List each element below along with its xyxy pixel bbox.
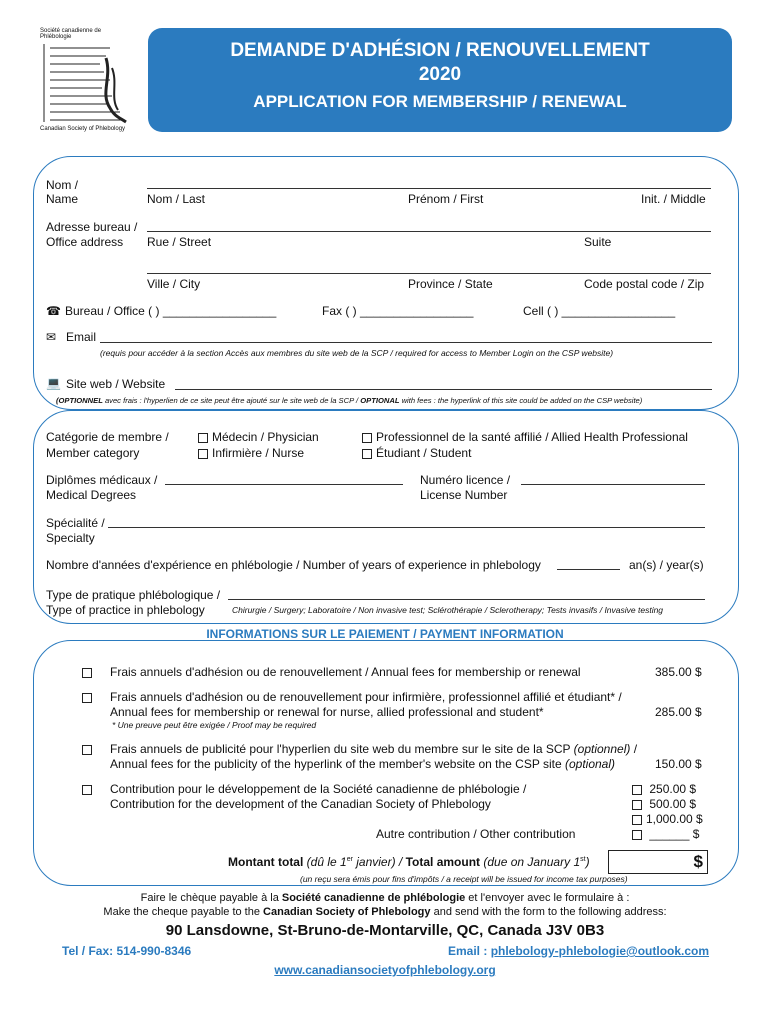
checkbox[interactable]	[362, 449, 372, 459]
other-contribution-label: Autre contribution / Other contribution	[376, 827, 576, 841]
cheque-en	[0, 906, 770, 918]
years-label: Nombre d'années d'expérience en phlébologie / Number of years of experience in phlebology	[46, 558, 541, 572]
option-allied[interactable]	[362, 430, 688, 444]
contrib-250-label: 250.00 $	[649, 782, 697, 796]
total-amount-field[interactable]	[608, 850, 708, 874]
fee2-label-en: Annual fees for membership or renewal for nurse, allied professional and student*	[110, 705, 544, 719]
option-student-label: Étudiant / Student	[376, 446, 472, 460]
form-header	[148, 28, 732, 132]
name-label-en: Name	[46, 192, 79, 206]
option-student[interactable]	[362, 446, 471, 460]
checkbox[interactable]	[362, 433, 372, 443]
header-title: DEMANDE D'ADHÉSION / RENOUVELLEMENT	[230, 40, 650, 61]
total-en-bold: Total amount	[405, 855, 481, 869]
email-icon: ✉	[46, 330, 57, 344]
email-note: (requis pour accéder à la section Accès aux membres du site web de la SCP / required for access to Member Login on the CSP website)	[100, 348, 614, 358]
contrib-500-label: 500.00 $	[649, 797, 697, 811]
tel-fax: Tel / Fax: 514-990-8346	[62, 944, 192, 958]
last-name-label: Nom / Last	[147, 192, 206, 206]
contrib-option-other[interactable]	[632, 827, 699, 841]
fax-field[interactable]: Fax ( ) _________________	[322, 304, 474, 318]
category-label-fr: Catégorie de membre /	[46, 430, 169, 444]
option-physician-label: Médecin / Physician	[212, 430, 319, 444]
total-dollar-sign: $	[693, 852, 703, 871]
office-phone-field[interactable]: Bureau / Office ( ) _________________	[65, 304, 277, 318]
cheque-fr	[0, 892, 770, 904]
fee3-optional: (optional)	[564, 757, 616, 771]
address-label-fr: Adresse bureau /	[46, 220, 138, 234]
years-field[interactable]	[557, 569, 620, 570]
website-field[interactable]	[175, 389, 712, 390]
header-year: 2020	[418, 64, 462, 85]
specialty-label-en: Specialty	[46, 531, 95, 545]
website-note-optionnel: (OPTIONNEL	[56, 396, 103, 405]
cell-field[interactable]: Cell ( ) _________________	[523, 304, 676, 318]
contrib-label-fr: Contribution pour le développement de la Société canadienne de phlébologie /	[110, 782, 527, 796]
street-field[interactable]	[147, 231, 711, 232]
practice-field[interactable]	[228, 599, 705, 600]
website-note-optional: OPTIONAL	[360, 396, 400, 405]
total-fr-2: janvier) /	[352, 855, 406, 869]
cheque-fr-1: Faire le chèque payable à la	[140, 892, 282, 904]
city-label: Ville / City	[147, 277, 201, 291]
option-allied-label: Professionnel de la santé affilié / Allied Health Professional	[376, 430, 688, 444]
cheque-fr-3: et l'envoyer avec le formulaire à :	[465, 892, 630, 904]
fee2-amount: 285.00 $	[655, 705, 702, 719]
header-subtitle: APPLICATION FOR MEMBERSHIP / RENEWAL	[253, 92, 627, 111]
total-sup-fr: er	[346, 856, 353, 863]
name-field[interactable]	[147, 188, 711, 189]
total-sup-en: st	[580, 856, 586, 863]
website-note-en: with fees : the hyperlink of this site could be added on the CSP website)	[399, 396, 643, 405]
cheque-en-2: Canadian Society of Phlebology	[263, 906, 431, 918]
website-link[interactable]: www.canadiansocietyofphlebology.org	[274, 963, 496, 977]
degrees-label-fr: Diplômes médicaux /	[46, 473, 158, 487]
contrib-other-label: ______ $	[649, 827, 700, 841]
contrib-label-en: Contribution for the development of the Canadian Society of Phlebology	[110, 797, 491, 811]
cheque-en-3: and send with the form to the following address:	[430, 906, 667, 918]
years-unit: an(s) / year(s)	[629, 558, 704, 572]
society-logo	[40, 28, 132, 132]
contrib-option-250[interactable]	[632, 782, 696, 796]
fee1-amount: 385.00 $	[655, 665, 702, 679]
fee3-amount: 150.00 $	[655, 757, 702, 771]
degrees-label-en: Medical Degrees	[46, 488, 137, 502]
option-physician[interactable]	[198, 430, 319, 444]
fee1-label: Frais annuels d'adhésion ou de renouvellement / Annual fees for membership or renewal	[110, 665, 581, 679]
cheque-fr-2: Société canadienne de phlébologie	[281, 892, 466, 904]
fee3-slash: /	[630, 742, 638, 756]
fee3-checkbox[interactable]	[82, 742, 96, 756]
fee3-optionnel: (optionnel)	[573, 742, 631, 756]
address-label-en: Office address	[46, 235, 124, 249]
total-en-2: )	[585, 855, 590, 869]
fee2-label-fr: Frais annuels d'adhésion ou de renouvellement pour infirmière, professionnel affilié et étudiant* /	[110, 690, 622, 704]
logo-top-text: Société canadienne de Phlébologie	[40, 28, 102, 40]
payment-title: INFORMATIONS SUR LE PAIEMENT / PAYMENT INFORMATION	[206, 627, 564, 641]
fee2-note: * Une preuve peut être exigée / Proof may be required	[112, 720, 317, 730]
first-name-label: Prénom / First	[408, 192, 484, 206]
logo-bottom-text: Canadian Society of Phlebology	[40, 126, 126, 132]
email-field[interactable]	[100, 342, 712, 343]
contact-email	[448, 944, 709, 958]
email-link[interactable]: phlebology-phlebologie@outlook.com	[490, 944, 710, 958]
zip-label: Code postal code / Zip	[584, 277, 705, 291]
practice-label-en: Type of practice in phlebology	[46, 603, 205, 617]
logo-graphic	[40, 38, 132, 128]
fee2-checkbox[interactable]	[82, 690, 96, 704]
contrib-option-1000[interactable]	[632, 812, 703, 826]
suite-label: Suite	[584, 235, 612, 249]
receipt-note: (un reçu sera émis pour fins d'impôts / a receipt will be issued for income tax purposes)	[300, 874, 628, 884]
licence-field[interactable]	[521, 484, 705, 485]
phone-icon: ☎	[46, 304, 61, 318]
specialty-field[interactable]	[108, 527, 705, 528]
fee3-label-fr	[110, 742, 637, 756]
street-label: Rue / Street	[147, 235, 212, 249]
contrib-checkbox[interactable]	[82, 782, 96, 796]
website-label: Site web / Website	[66, 377, 166, 391]
middle-initial-label: Init. / Middle	[641, 192, 706, 206]
licence-label-fr: Numéro licence /	[420, 473, 511, 487]
total-fr-1: (dû le 1	[303, 855, 347, 869]
computer-icon: 💻	[46, 376, 61, 390]
fee3-label-en	[110, 757, 615, 771]
checkbox[interactable]	[632, 830, 642, 840]
checkbox[interactable]	[632, 785, 642, 795]
degrees-field[interactable]	[165, 484, 403, 485]
checkbox[interactable]	[632, 800, 642, 810]
licence-label-en: License Number	[420, 488, 508, 502]
email-label: Email	[66, 330, 97, 344]
total-fr-bold: Montant total	[228, 855, 304, 869]
fee3-text-en: Annual fees for the publicity of the hyperlink of the member's website on the CSP site	[110, 757, 565, 771]
checkbox[interactable]	[198, 449, 208, 459]
province-label: Province / State	[408, 277, 493, 291]
contrib-option-500[interactable]	[632, 797, 696, 811]
contrib-1000-label: 1,000.00 $	[646, 812, 703, 826]
specialty-label-fr: Spécialité /	[46, 516, 105, 530]
option-nurse-label: Infirmière / Nurse	[212, 446, 305, 460]
total-en-1: (due on January 1	[480, 855, 581, 869]
name-label-fr: Nom /	[46, 178, 79, 192]
email-prefix: Email :	[448, 944, 491, 958]
city-field[interactable]	[147, 273, 711, 274]
website-note	[56, 396, 642, 405]
fee1-checkbox[interactable]	[82, 665, 96, 679]
practice-label-fr: Type de pratique phlébologique /	[46, 588, 221, 602]
website-footer	[0, 963, 770, 977]
cheque-en-1: Make the cheque payable to the	[103, 906, 264, 918]
total-label	[228, 855, 590, 869]
fee3-text-fr: Frais annuels de publicité pour l'hyperlien du site web du membre sur le site de la SCP	[110, 742, 574, 756]
checkbox[interactable]	[198, 433, 208, 443]
practice-examples: Chirurgie / Surgery; Laboratoire / Non invasive test; Sclérothérapie / Sclerotherapy; Tests invasifs / Invasive testing	[232, 605, 664, 615]
checkbox[interactable]	[632, 815, 642, 825]
mailing-address: 90 Lansdowne, St-Bruno-de-Montarville, QC, Canada J3V 0B3	[165, 922, 605, 939]
option-nurse[interactable]	[198, 446, 304, 460]
category-label-en: Member category	[46, 446, 140, 460]
website-note-fr: avec frais : l'hyperlien de ce site peut être ajouté sur le site web de la SCP /	[102, 396, 361, 405]
